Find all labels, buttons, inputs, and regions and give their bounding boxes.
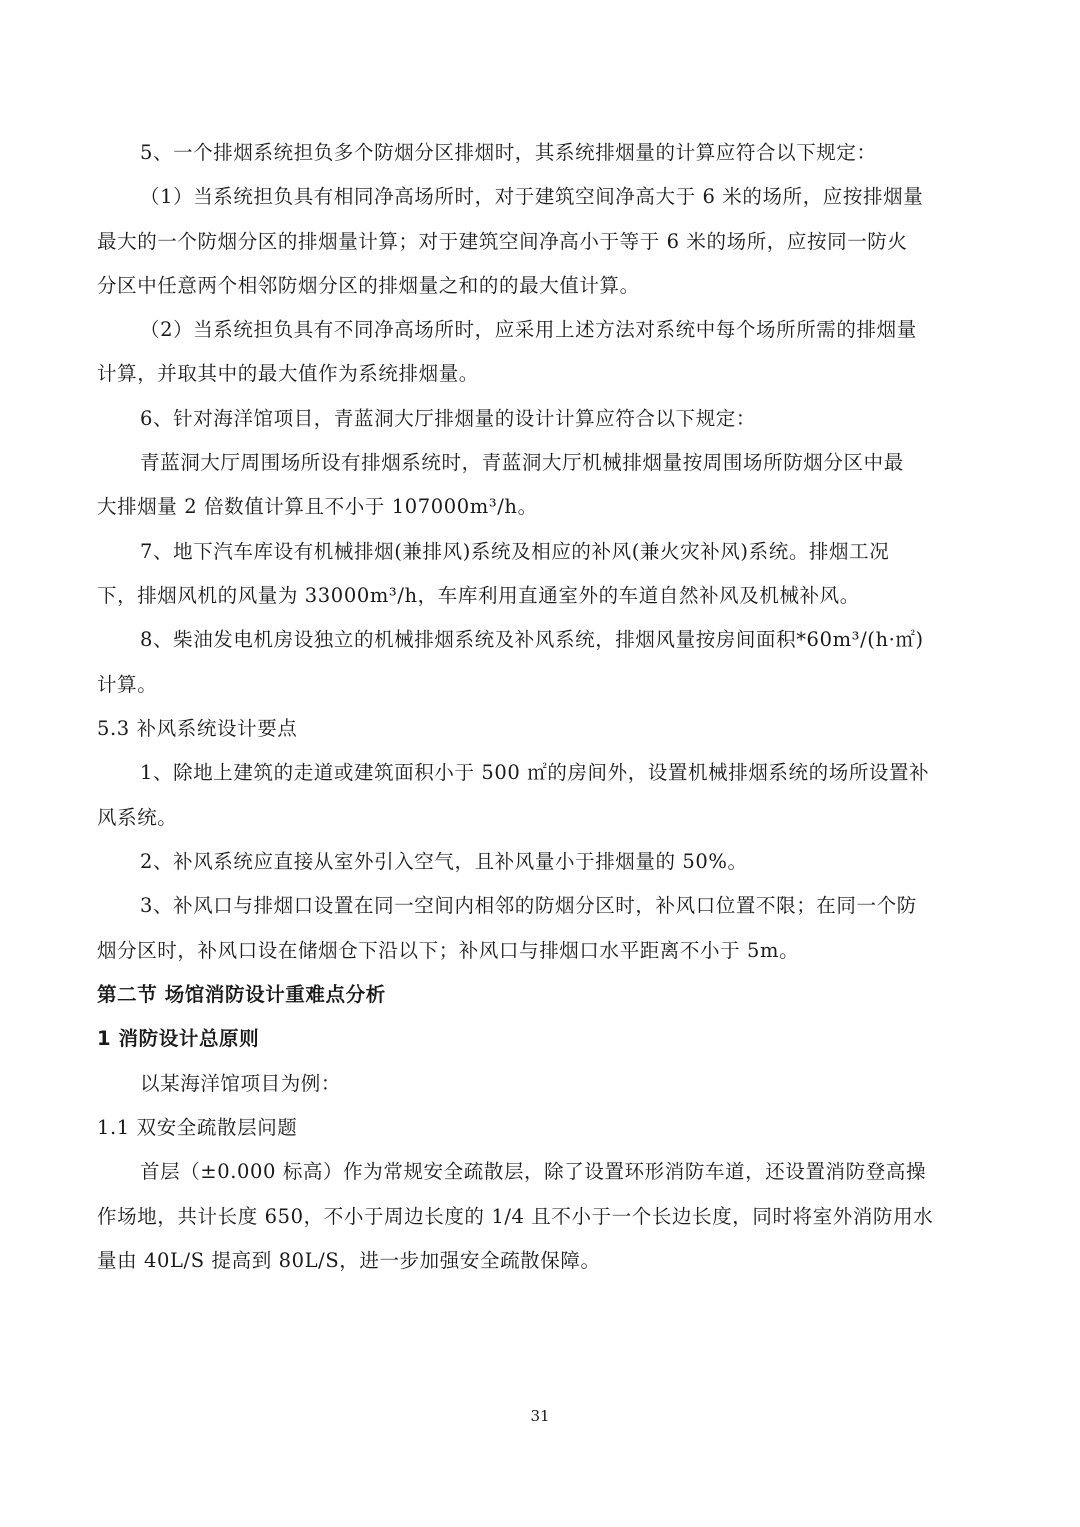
chapter-heading: 第二节 场馆消防设计重难点分析 <box>97 983 386 1006</box>
paragraph-line: 青蓝洞大厅周围场所设有排烟系统时，青蓝洞大厅机械排烟量按周围场所防烟分区中最 <box>140 451 904 474</box>
paragraph-line: （2）当系统担负具有不同净高场所时，应采用上述方法对系统中每个场所所需的排烟量 <box>140 318 917 341</box>
paragraph-line: 7、地下汽车库设有机械排烟(兼排风)系统及相应的补风(兼火灾补风)系统。排烟工况 <box>140 540 890 563</box>
paragraph-line: 下，排烟风机的风量为 33000m³/h，车库利用直通室外的车道自然补风及机械补风。 <box>97 584 860 607</box>
paragraph-line: 以某海洋馆项目为例： <box>140 1072 342 1095</box>
section-heading: 5.3 补风系统设计要点 <box>97 717 298 740</box>
paragraph-line: 烟分区时，补风口设在储烟仓下沿以下；补风口与排烟口水平距离不小于 5m。 <box>97 939 800 962</box>
paragraph-line: 5、一个排烟系统担负多个防烟分区排烟时，其系统排烟量的计算应符合以下规定： <box>140 141 877 164</box>
paragraph-line: 首层（±0.000 标高）作为常规安全疏散层，除了设置环形消防车道，还设置消防登高操 <box>140 1160 927 1183</box>
paragraph-line: 风系统。 <box>97 806 178 829</box>
paragraph-line: 6、针对海洋馆项目，青蓝洞大厅排烟量的设计计算应符合以下规定： <box>140 407 757 430</box>
paragraph-line: 计算，并取其中的最大值作为系统排烟量。 <box>97 362 479 385</box>
paragraph-line: 大排烟量 2 倍数值计算且不小于 107000m³/h。 <box>97 495 538 518</box>
paragraph-line: 计算。 <box>97 673 158 696</box>
paragraph-line: 量由 40L/S 提高到 80L/S，进一步加强安全疏散保障。 <box>97 1249 601 1272</box>
paragraph-line: 作场地，共计长度 650，不小于周边长度的 1/4 且不小于一个长边长度，同时将室外消防用水 <box>97 1205 934 1228</box>
section-heading: 1 消防设计总原则 <box>97 1027 260 1050</box>
paragraph-line: 最大的一个防烟分区的排烟量计算；对于建筑空间净高小于等于 6 米的场所，应按同一防火 <box>97 230 908 253</box>
paragraph-line: 3、补风口与排烟口设置在同一空间内相邻的防烟分区时，补风口位置不限；在同一个防 <box>140 894 917 917</box>
paragraph-line: 2、补风系统应直接从室外引入空气，且补风量小于排烟量的 50%。 <box>140 850 748 873</box>
subsection-heading: 1.1 双安全疏散层问题 <box>97 1116 298 1139</box>
paragraph-line: 分区中任意两个相邻防烟分区的排烟量之和的的最大值计算。 <box>97 274 640 297</box>
paragraph-line: 8、柴油发电机房设独立的机械排烟系统及补风系统，排烟风量按房间面积*60m³/(h·㎡) <box>140 628 924 651</box>
paragraph-line: （1）当系统担负具有相同净高场所时，对于建筑空间净高大于 6 米的场所，应按排烟量 <box>140 185 924 208</box>
paragraph-line: 1、除地上建筑的走道或建筑面积小于 500 ㎡的房间外，设置机械排烟系统的场所设置补 <box>140 761 930 784</box>
page-number: 31 <box>530 1407 550 1425</box>
